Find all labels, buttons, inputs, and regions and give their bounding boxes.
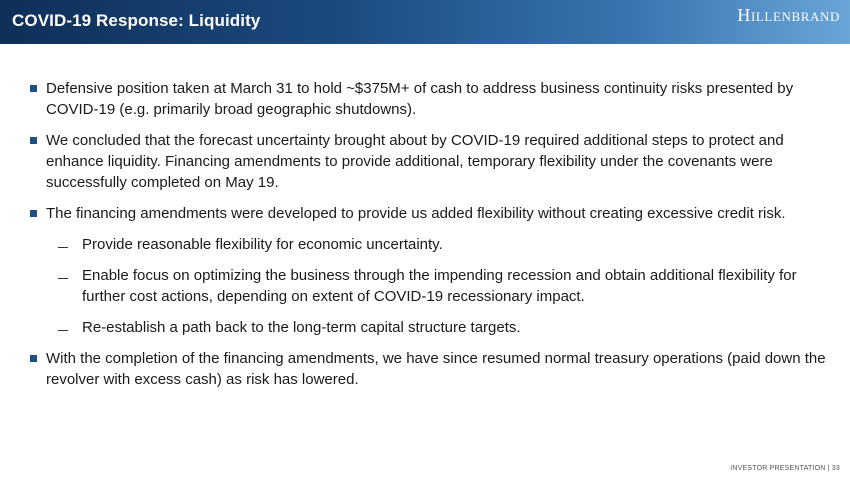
- square-bullet-icon: [30, 210, 37, 217]
- bullet-text: The financing amendments were developed to provide us added flexibility without creating excessive credit risk.: [46, 205, 786, 222]
- bullet-text: With the completion of the financing amendments, we have since resumed normal treasury operations (paid down the revolver with excess cash) as risk has lowered.: [46, 350, 826, 388]
- bullet-text: Defensive position taken at March 31 to hold ~$375M+ of cash to address business continuity risks presented by COVID-19 (e.g. primarily broad geographic shutdowns).: [46, 80, 794, 118]
- dash-bullet-icon: [58, 278, 68, 279]
- bullet-item: [30, 130, 840, 193]
- brand-logo: [737, 5, 840, 26]
- page-title: COVID-19 Response: Liquidity: [12, 11, 261, 30]
- dash-bullet-icon: [58, 247, 68, 248]
- dash-bullet-icon: [58, 330, 68, 331]
- bullet-item: [30, 348, 840, 390]
- square-bullet-icon: [30, 85, 37, 92]
- square-bullet-icon: [30, 355, 37, 362]
- header-bar: [0, 0, 850, 44]
- brand-logo-rest: ILLENBRAND: [750, 9, 840, 24]
- sub-bullet-item: [30, 317, 840, 338]
- square-bullet-icon: [30, 137, 37, 144]
- sub-bullet-item: [30, 265, 840, 307]
- brand-logo-initial: H: [737, 5, 751, 25]
- sub-bullet-text: Enable focus on optimizing the business through the impending recession and obtain additional flexibility for further cost actions, depending on extent of COVID-19 recessionary impact.: [82, 267, 797, 305]
- bullet-text: We concluded that the forecast uncertainty brought about by COVID-19 required additional steps to protect and enhance liquidity. Financing amendments to provide additional, temporary flexibility under the covenants were successfully completed on May 19.: [46, 132, 784, 191]
- bullet-item: [30, 78, 840, 120]
- sub-bullet-item: [30, 234, 840, 255]
- bullet-item: [30, 203, 840, 224]
- slide-content: [30, 78, 840, 400]
- sub-bullet-text: Re-establish a path back to the long-term capital structure targets.: [82, 319, 521, 336]
- sub-bullet-text: Provide reasonable flexibility for economic uncertainty.: [82, 236, 443, 253]
- footer-page-label: INVESTOR PRESENTATION | 33: [730, 465, 840, 472]
